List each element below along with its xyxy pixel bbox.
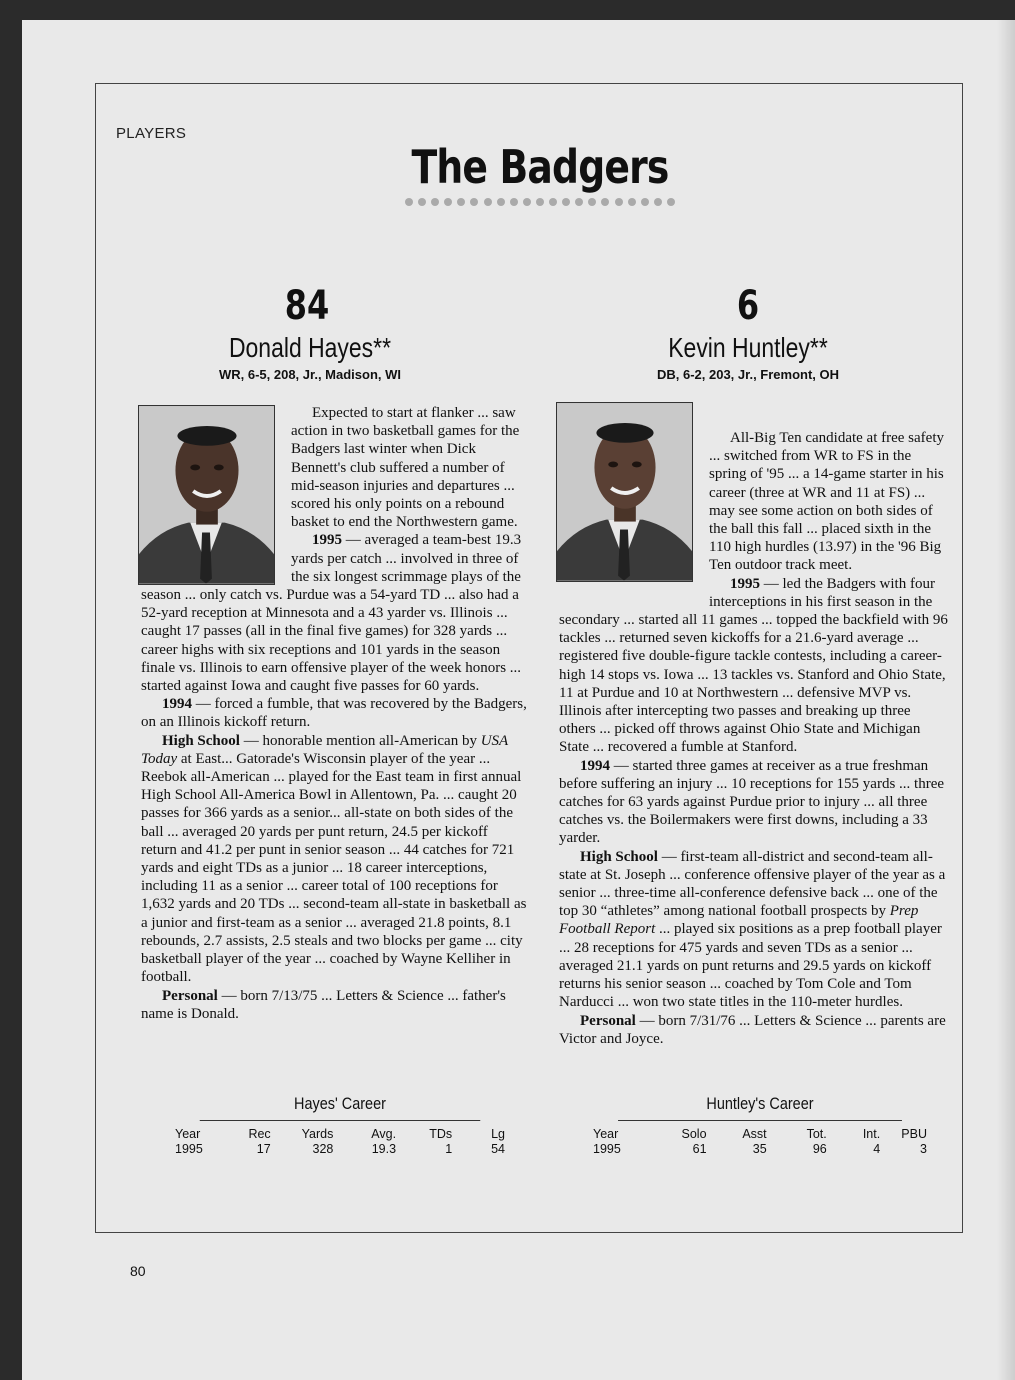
bio-personal: Personal — born 7/31/76 ... Letters & Science ... parents are Victor and Joyce. [559,1012,946,1047]
table-cell: 3 [920,1142,927,1156]
career-title: Hayes' Career [200,1094,481,1121]
section-label: PLAYERS [116,125,187,142]
career-stats [593,1127,927,1157]
player-number: 84 [284,283,330,329]
player-bio-hayes [141,404,527,1023]
bio-high-school: High School — first-team all-district and second-team all-state at St. Joseph ... conference offensive player of the year as a senior ... three-time all-conference defensive back ... one of the top 30 “athletes” among national football prospects by Prep Football Report ... played six positions as a prep football player ... 28 receptions for 475 yards and seven TDs as a senior ... averaged 21.1 yards on punt returns and 29.5 yards on kickoff returns his senior season ... coached by Tom Cole and Tom Narducci ... won two state titles in the 110-meter hurdles. [559,848,946,1011]
table-cell: 4 [873,1142,881,1156]
table-cell: 54 [491,1142,505,1156]
page-number: 80 [130,1263,146,1279]
player-name: Kevin Huntley** [668,332,828,363]
table-cell: 17 [256,1142,271,1156]
bio-1995: 1995 — averaged a team-best 19.3 yards per catch ... involved in three of the six longest scrimmage plays of the season ... only catch vs. Purdue was a 54-yard TD ... also had a 52-yard reception at Minnesota and a 43 yarder vs. Illinois ... caught 17 passes (all in the final five games) for 328 yards ... career highs with six receptions and 101 yards in the season finale vs. Illinois to earn offensive player of the week honors ... started against Iowa and caught five passes for 60 yards. [141,532,522,695]
table-header: TDs [429,1127,453,1141]
player-number: 6 [736,283,760,329]
table-header: PBU [901,1127,927,1141]
career-stats [175,1127,505,1157]
table-cell: 35 [752,1142,767,1156]
table-header: Year [175,1127,201,1141]
table-header: Solo [681,1127,707,1141]
player-info: WR, 6-5, 208, Jr., Madison, WI [218,367,402,382]
table-row [593,1142,927,1157]
career-table-hayes [175,1094,505,1157]
bio-personal: Personal — born 7/13/75 ... Letters & Science ... father's name is Donald. [141,987,506,1022]
table-header: Int. [862,1127,881,1141]
table-cell: 19.3 [371,1142,397,1156]
page-edge-shadow [997,20,1015,1380]
bio-1995: 1995 — led the Badgers with four interceptions in his first season in the secondary ... started all 11 games ... topped the backfield with 96 tackles ... returned seven kickoffs for a 21.6-yard average ... registered five double-figure tackle contests, including a career-high 14 stops vs. Iowa ... 13 tackles vs. Stanford and Ohio State, 11 at Purdue and 10 at Northwestern ... defensive MVP vs. Illinois after intercepting two passes and breaking up three others ... picked off throws against Ohio State and Michigan State ... recovered a fumble at Stanford. [559,575,948,756]
player-name: Donald Hayes** [228,332,392,363]
table-cell: 328 [312,1142,334,1156]
player-info: DB, 6-2, 203, Jr., Fremont, OH [656,367,840,382]
table-header: Rec [248,1127,271,1141]
table-cell: 1995 [593,1142,621,1156]
page-title: The Badgers [411,140,669,194]
player-bio-huntley [559,429,949,1048]
table-cell: 1995 [175,1142,203,1156]
bio-intro: Expected to start at flanker ... saw action in two basketball games for the Badgers last winter when Dick Bennett's club suffered a number of mid-season injuries and departures ... scored his only points on a rebound basket to end the Northwestern game. [291,405,520,531]
table-header: Yards [301,1127,334,1141]
career-title: Huntley's Career [618,1094,902,1121]
table-cell: 61 [692,1142,707,1156]
table-cell: 1 [445,1142,453,1156]
bio-1994: 1994 — started three games at receiver as a true freshman before suffering an injury ... 10 receptions for 155 yards ... three catches for 63 yards against Purdue prior to injury ... all three catches vs. the Boilermakers were first downs, including a 33 yarder. [559,757,945,847]
table-header: Year [593,1127,619,1141]
bio-high-school: High School — honorable mention all-American by USA Today at East... Gatorade's Wisconsin player of the year ... Reebok all-American ... played for the East team in first annual High School All-America Bowl in Allentown, Pa. ... caught 20 passes for 366 yards as a senior... all-state on both sides of the ball ... averaged 20 yards per punt return, 24.5 per kickoff return and 41.2 per punt in senior season ... 44 catches for 721 yards and eight TDs as a junior ... 18 career interceptions, including 11 as a senior ... career total of 100 receptions for 1,632 yards and 20 TDs ... second-team all-state in basketball as a junior and first-team as a senior ... averaged 21.8 points, 8.1 rebounds, 2.7 assists, 2.5 steals and two blocks per game ... city basketball player of the year ... coached by Wayne Kelliher in football. [141,732,527,986]
table-header: Asst [742,1127,767,1141]
bio-intro: All-Big Ten candidate at free safety ... switched from WR to FS in the spring of '95 ... a 14-game starter in his career (three at WR and 11 at FS) ... may see some action on both sides of the ball this fall ... placed sixth in the 110 high hurdles (13.97) in the '96 Big Ten outdoor track meet. [709,430,944,574]
title-dot-rule [405,198,675,206]
table-row [175,1142,505,1157]
table-header: Tot. [806,1127,827,1141]
table-header: Avg. [371,1127,397,1141]
table-header-row [593,1127,927,1142]
table-cell: 96 [812,1142,827,1156]
career-table-huntley [593,1094,927,1157]
table-header: Lg [491,1127,505,1141]
table-header-row [175,1127,505,1142]
bio-1994: 1994 — forced a fumble, that was recovered by the Badgers, on an Illinois kickoff return. [141,696,527,731]
